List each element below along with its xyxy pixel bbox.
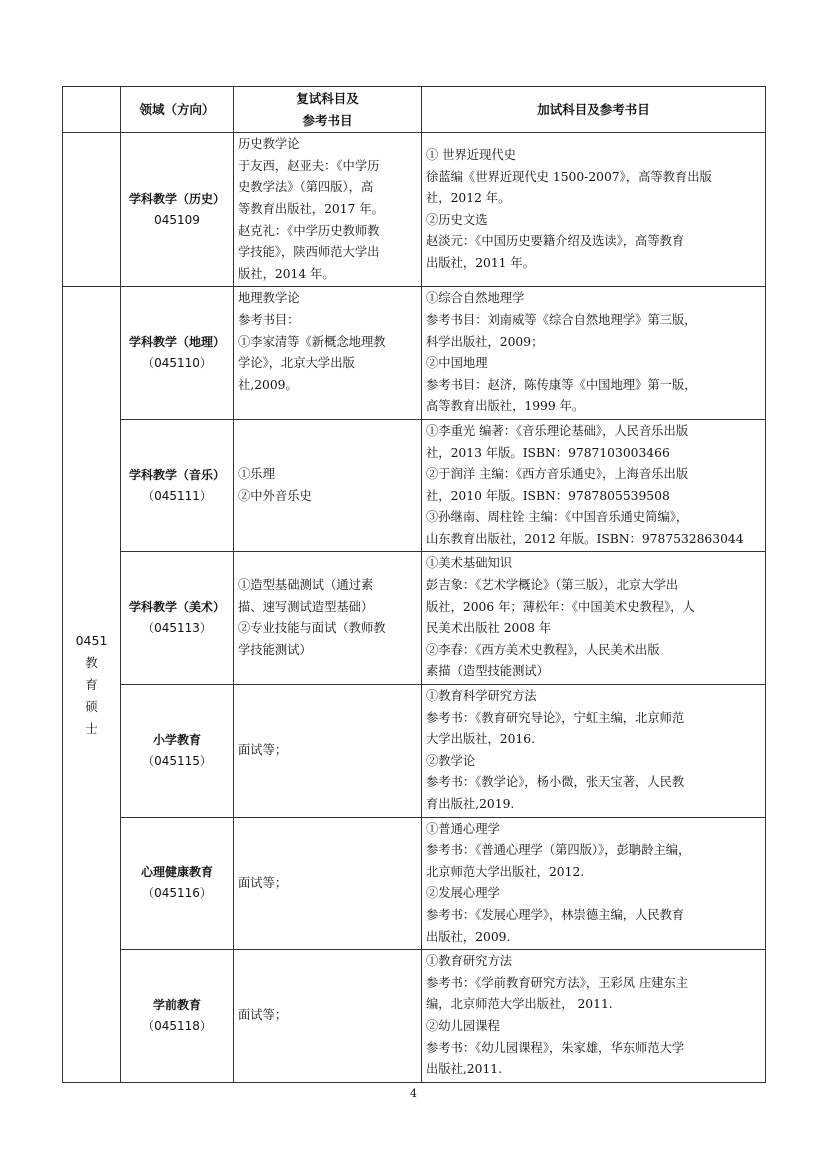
extra-line: 出版社,2011. bbox=[426, 1062, 503, 1077]
extra-cell bbox=[422, 950, 766, 1083]
retest-cell bbox=[234, 419, 422, 552]
extra-line: ②历史文选 bbox=[426, 212, 488, 227]
extra-line: 社，2013 年版。ISBN：9787103003466 bbox=[426, 445, 670, 460]
extra-line: ②中国地理 bbox=[426, 356, 488, 371]
retest-line: 学技能》，陕西师范大学出 bbox=[238, 245, 380, 260]
retest-header bbox=[234, 87, 422, 133]
retest-line: 面试等； bbox=[238, 743, 288, 758]
extra-line: 参考书目：刘南威等《综合自然地理学》第三版， bbox=[426, 312, 697, 327]
retest-line: 描、速写测试造型基础） bbox=[238, 599, 374, 614]
table-row bbox=[63, 419, 766, 552]
retest-line: 面试等； bbox=[238, 1008, 288, 1023]
table-row bbox=[63, 133, 766, 287]
extra-line: ①李重光 编著：《音乐理论基础》，人民音乐出版 bbox=[426, 423, 689, 438]
extra-line: 山东教育出版社，2012 年版。ISBN：9787532863044 bbox=[426, 531, 744, 546]
blank-header-cell bbox=[63, 87, 121, 133]
retest-line: 史教学法》（第四版），高 bbox=[238, 180, 374, 195]
retest-cell bbox=[234, 133, 422, 287]
field-cell bbox=[121, 685, 234, 818]
extra-line: ②发展心理学 bbox=[426, 886, 500, 901]
field-code: （045115） bbox=[142, 753, 212, 768]
retest-line: 赵克礼：《中学历史教师教 bbox=[238, 223, 380, 238]
extra-line: 育出版社,2019. bbox=[426, 797, 515, 811]
extra-line: 参考书：《教育研究导论》，宁虹主编，北京师范 bbox=[426, 710, 685, 725]
extra-line: 编，北京师范大学出版社， 2011. bbox=[426, 997, 613, 1012]
field-cell bbox=[121, 133, 234, 287]
retest-line: 历史教学论 bbox=[238, 137, 300, 152]
table-row bbox=[63, 552, 766, 685]
extra-line: 高等教育出版社，1999 年。 bbox=[426, 399, 585, 414]
field-code: （045116） bbox=[142, 886, 212, 901]
retest-line: 社,2009。 bbox=[238, 377, 298, 392]
extra-line: ①美术基础知识 bbox=[426, 556, 513, 571]
field-code: 045109 bbox=[154, 212, 200, 227]
retest-cell bbox=[234, 950, 422, 1083]
degree-char: 育 bbox=[85, 676, 98, 692]
extra-line: 参考书：《教学论》，杨小微，张天宝著，人民教 bbox=[426, 775, 685, 790]
extra-line: ②于润洋 主编：《西方音乐通史》，上海音乐出版 bbox=[426, 467, 689, 482]
extra-cell bbox=[422, 685, 766, 818]
extra-header: 加试科目及参考书目 bbox=[422, 87, 766, 133]
extra-line: 参考书目：赵济，陈传康等《中国地理》第一版， bbox=[426, 377, 697, 392]
retest-line: ①李家清等《新概念地理教 bbox=[238, 334, 386, 349]
field-cell bbox=[121, 950, 234, 1083]
extra-line: 科学出版社，2009； bbox=[426, 334, 544, 349]
retest-cell bbox=[234, 685, 422, 818]
retest-line: 地理教学论 bbox=[238, 291, 300, 306]
field-code: （045110） bbox=[142, 356, 212, 371]
retest-line: 版社，2014 年。 bbox=[238, 266, 335, 281]
extra-line: 出版社，2011 年。 bbox=[426, 255, 535, 270]
retest-cell bbox=[234, 287, 422, 420]
extra-line: ①教育科学研究方法 bbox=[426, 689, 537, 704]
field-name: 学科教学（音乐） bbox=[128, 467, 225, 482]
field-cell bbox=[121, 552, 234, 685]
extra-line: 社，2012 年。 bbox=[426, 191, 511, 206]
field-code: （045118） bbox=[142, 1018, 212, 1033]
field-code: （045111） bbox=[142, 488, 212, 503]
field-name: 小学教育 bbox=[152, 732, 201, 747]
field-name: 学科教学（地理） bbox=[128, 335, 225, 350]
retest-line: ②中外音乐史 bbox=[238, 488, 312, 503]
retest-line: 面试等； bbox=[238, 875, 288, 890]
table-row bbox=[63, 950, 766, 1083]
degree-char: 士 bbox=[85, 720, 98, 736]
extra-line: ①综合自然地理学 bbox=[426, 291, 525, 306]
extra-cell bbox=[422, 817, 766, 950]
extra-line: 参考书：《发展心理学》，林崇德主编，人民教育 bbox=[426, 907, 685, 922]
field-name: 学科教学（历史） bbox=[128, 191, 225, 206]
extra-line: 参考书：《学前教育研究方法》，王彩凤 庄建东主 bbox=[426, 975, 689, 990]
extra-line: 民美术出版社 2008 年 bbox=[426, 621, 552, 636]
retest-header-line: 复试科目及 bbox=[296, 91, 359, 106]
header-row bbox=[63, 87, 766, 133]
extra-line: 大学出版社，2016. bbox=[426, 732, 535, 747]
field-cell bbox=[121, 287, 234, 420]
extra-line: ②教学论 bbox=[426, 753, 476, 768]
retest-cell bbox=[234, 817, 422, 950]
extra-cell bbox=[422, 419, 766, 552]
extra-cell bbox=[422, 133, 766, 287]
extra-line: ① 世界近现代史 bbox=[426, 147, 516, 162]
extra-line: ③孙继南、周柱铨 主编：《中国音乐通史简编》， bbox=[426, 510, 689, 525]
table-row bbox=[63, 817, 766, 950]
field-name: 学前教育 bbox=[152, 997, 201, 1012]
extra-cell bbox=[422, 287, 766, 420]
programs-table bbox=[62, 86, 766, 1083]
extra-cell bbox=[422, 552, 766, 685]
retest-line: 学技能测试） bbox=[238, 642, 312, 657]
table-row bbox=[63, 685, 766, 818]
degree-code: 0451 bbox=[75, 632, 108, 648]
retest-line: ①造型基础测试（通过素 bbox=[238, 578, 374, 593]
field-name: 心理健康教育 bbox=[140, 865, 213, 880]
extra-line: 社，2010 年版。ISBN：9787805539508 bbox=[426, 488, 670, 503]
extra-line: 彭吉象：《艺术学概论》（第三版），北京大学出 bbox=[426, 578, 679, 593]
field-cell bbox=[121, 419, 234, 552]
retest-cell bbox=[234, 552, 422, 685]
retest-line: 学论》，北京大学出版 bbox=[238, 356, 355, 371]
extra-line: 北京师范大学出版社，2012. bbox=[426, 864, 585, 879]
field-header: 领域（方向） bbox=[121, 87, 234, 133]
retest-line: 于友西，赵亚夫：《中学历 bbox=[238, 158, 380, 173]
extra-line: 素描（造型技能测试） bbox=[426, 664, 549, 679]
table-row bbox=[63, 287, 766, 420]
extra-line: 出版社，2009. bbox=[426, 929, 511, 944]
retest-line: ①乐理 bbox=[238, 467, 275, 482]
extra-line: 赵淡元：《中国历史要籍介绍及选读》，高等教育 bbox=[426, 234, 685, 249]
retest-line: ②专业技能与面试（教师教 bbox=[238, 621, 386, 636]
extra-line: ②幼儿园课程 bbox=[426, 1018, 500, 1033]
degree-char: 硕 bbox=[85, 698, 98, 714]
degree-cell-blank bbox=[63, 133, 121, 287]
field-name: 学科教学（美术） bbox=[128, 600, 225, 615]
degree-char: 教 bbox=[85, 654, 98, 670]
page-number: 4 bbox=[410, 1087, 417, 1100]
extra-line: ①普通心理学 bbox=[426, 821, 500, 836]
extra-line: 版社，2006 年；薄松年：《中国美术史教程》，人 bbox=[426, 599, 695, 614]
field-cell bbox=[121, 817, 234, 950]
extra-line: 参考书：《普通心理学（第四版）》，彭聃龄主编， bbox=[426, 843, 691, 858]
extra-line: 参考书：《幼儿园课程》，朱家雄，华东师范大学 bbox=[426, 1040, 685, 1055]
retest-line: 等教育出版社，2017 年。 bbox=[238, 201, 384, 216]
extra-line: ②李春：《西方美术史教程》，人民美术出版 bbox=[426, 642, 660, 657]
extra-line: ①教育研究方法 bbox=[426, 954, 513, 969]
retest-line: 参考书目： bbox=[238, 312, 300, 327]
degree-cell bbox=[63, 287, 121, 1082]
field-code: （045113） bbox=[142, 621, 212, 636]
retest-header-line: 参考书目 bbox=[302, 112, 353, 128]
extra-line: 徐蓝编《世界近现代史 1500-2007》，高等教育出版 bbox=[426, 169, 712, 184]
